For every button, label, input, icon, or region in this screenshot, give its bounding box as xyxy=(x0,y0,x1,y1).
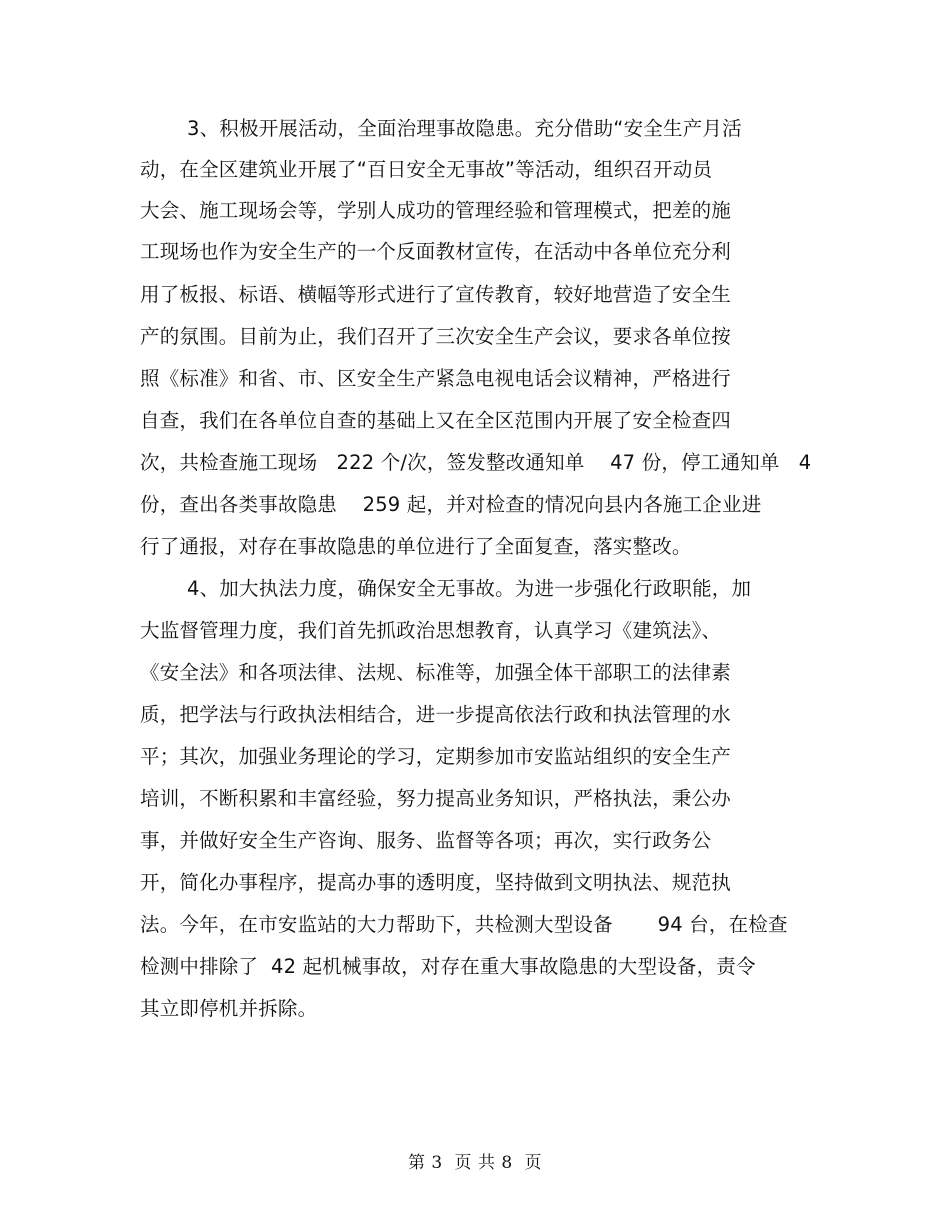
paragraph-4-line-2: 大监督管理力度，我们首先抓政治思想教育，认真学习《建筑法》、 xyxy=(140,619,722,642)
paragraph-3-line-3: 大会、施工现场会等，学别人成功的管理经验和管理模式，把差的施 xyxy=(140,199,732,222)
paragraph-4-line-7: 事，并做好安全生产咨询、服务、监督等各项；再次，实行政务公 xyxy=(140,829,712,852)
paragraph-4-line-6: 培训，不断积累和丰富经验，努力提高业务知识，严格执法，秉公办 xyxy=(140,787,732,810)
paragraph-4-line-11: 其立即停机并拆除。 xyxy=(140,997,318,1020)
paragraph-3-line-1: 3、积极开展活动，全面治理事故隐患。充分借助“安全生产月活 xyxy=(187,117,742,140)
paragraph-3-line-4: 工现场也作为安全生产的一个反面教材宣传，在活动中各单位充分利 xyxy=(140,240,732,263)
paragraph-3-line-7: 照《标准》和省、市、区安全生产紧急电视电话会议精神，严格进行 xyxy=(140,367,732,390)
paragraph-3-line-2: 动，在全区建筑业开展了“百日安全无事故”等活动，组织召开动员 xyxy=(140,158,713,181)
paragraph-4-line-8: 开，简化办事程序，提高办事的透明度，坚持做到文明执法、规范执 xyxy=(140,871,732,894)
paragraph-4-line-5: 平；其次，加强业务理论的学习，定期参加市安监站组织的安全生产 xyxy=(140,745,732,768)
paragraph-3-line-9: 次，共检查施工现场 222 个/次，签发整改通知单 47 份，停工通知单 4 xyxy=(140,451,812,474)
paragraph-3-line-10: 份，查出各类事故隐患 259 起，并对检查的情况向县内各施工企业进 xyxy=(140,493,762,516)
paragraph-4-line-10: 检测中排除了 42 起机械事故，对存在重大事故隐患的大型设备，责令 xyxy=(140,955,756,978)
paragraph-4-line-3: 《安全法》和各项法律、法规、标准等，加强全体干部职工的法律素 xyxy=(140,661,732,684)
paragraph-3-line-11: 行了通报，对存在事故隐患的单位进行了全面复查，落实整改。 xyxy=(140,535,692,558)
paragraph-3-line-5: 用了板报、标语、横幅等形式进行了宣传教育，较好地营造了安全生 xyxy=(140,283,732,306)
paragraph-4-line-4: 质，把学法与行政执法相结合，进一步提高依法行政和执法管理的水 xyxy=(140,703,732,726)
page-number-footer: 第 3 页 共 8 页 xyxy=(408,1153,542,1173)
paragraph-4-line-9: 法。今年，在市安监站的大力帮助下，共检测大型设备 94 台，在检查 xyxy=(140,913,788,936)
paragraph-3-line-6: 产的氛围。目前为止，我们召开了三次安全生产会议，要求各单位按 xyxy=(140,325,732,348)
paragraph-4-line-1: 4、加大执法力度，确保安全无事故。为进一步强化行政职能，加 xyxy=(187,577,752,600)
paragraph-3-line-8: 自查，我们在各单位自查的基础上又在全区范围内开展了安全检查四 xyxy=(140,409,732,432)
